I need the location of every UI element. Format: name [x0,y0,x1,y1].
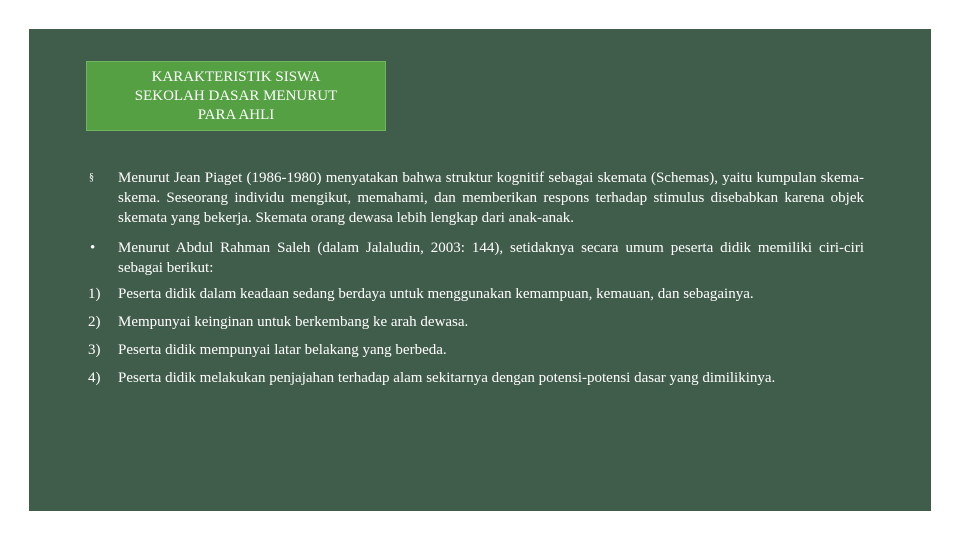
numbered-item-1 [88,284,864,304]
bullet-saleh [88,238,864,278]
item-text: Peserta didik melakukan penjajahan terhadap alam sekitarnya dengan potensi-potensi dasar yang dimilikinya. [118,370,776,386]
title-line-3: PARA AHLI [197,106,275,123]
title-line-1: KARAKTERISTIK SISWA [151,68,321,85]
item-number: 4) [88,370,101,386]
item-text: Peserta didik mempunyai latar belakang yang berbeda. [118,342,447,358]
numbered-item-3 [88,340,864,360]
bullet-text: Menurut Abdul Rahman Saleh (dalam Jalaludin, 2003: 144), setidaknya secara umum peserta didik memiliki ciri-ciri sebagai berikut: [118,240,864,276]
body-text [88,168,864,388]
dot-bullet-icon: • [90,240,96,256]
item-number: 2) [88,314,101,330]
item-text: Peserta didik dalam keadaan sedang berdaya untuk menggunakan kemampuan, kemauan, dan sebagainya. [118,286,754,302]
numbered-item-2 [88,312,864,332]
title-line-2: SEKOLAH DASAR MENURUT [134,87,338,104]
item-text: Mempunyai keinginan untuk berkembang ke arah dewasa. [118,314,469,330]
numbered-item-4 [88,368,864,388]
square-bullet-icon: § [89,172,94,183]
item-number: 1) [88,286,101,302]
item-number: 3) [88,342,101,358]
bullet-piaget [88,168,864,228]
title-box [86,61,386,131]
bullet-text: Menurut Jean Piaget (1986-1980) menyatakan bahwa struktur kognitif sebagai skemata (Schemas), yaitu kumpulan skema-skema. Seseorang individu mengikut, memahami, dan memberikan respons terhadap stimulus disebabkan karena objek skemata yang bekerja. Skemata orang dewasa lebih lengkap dari anak-anak. [118,170,864,226]
